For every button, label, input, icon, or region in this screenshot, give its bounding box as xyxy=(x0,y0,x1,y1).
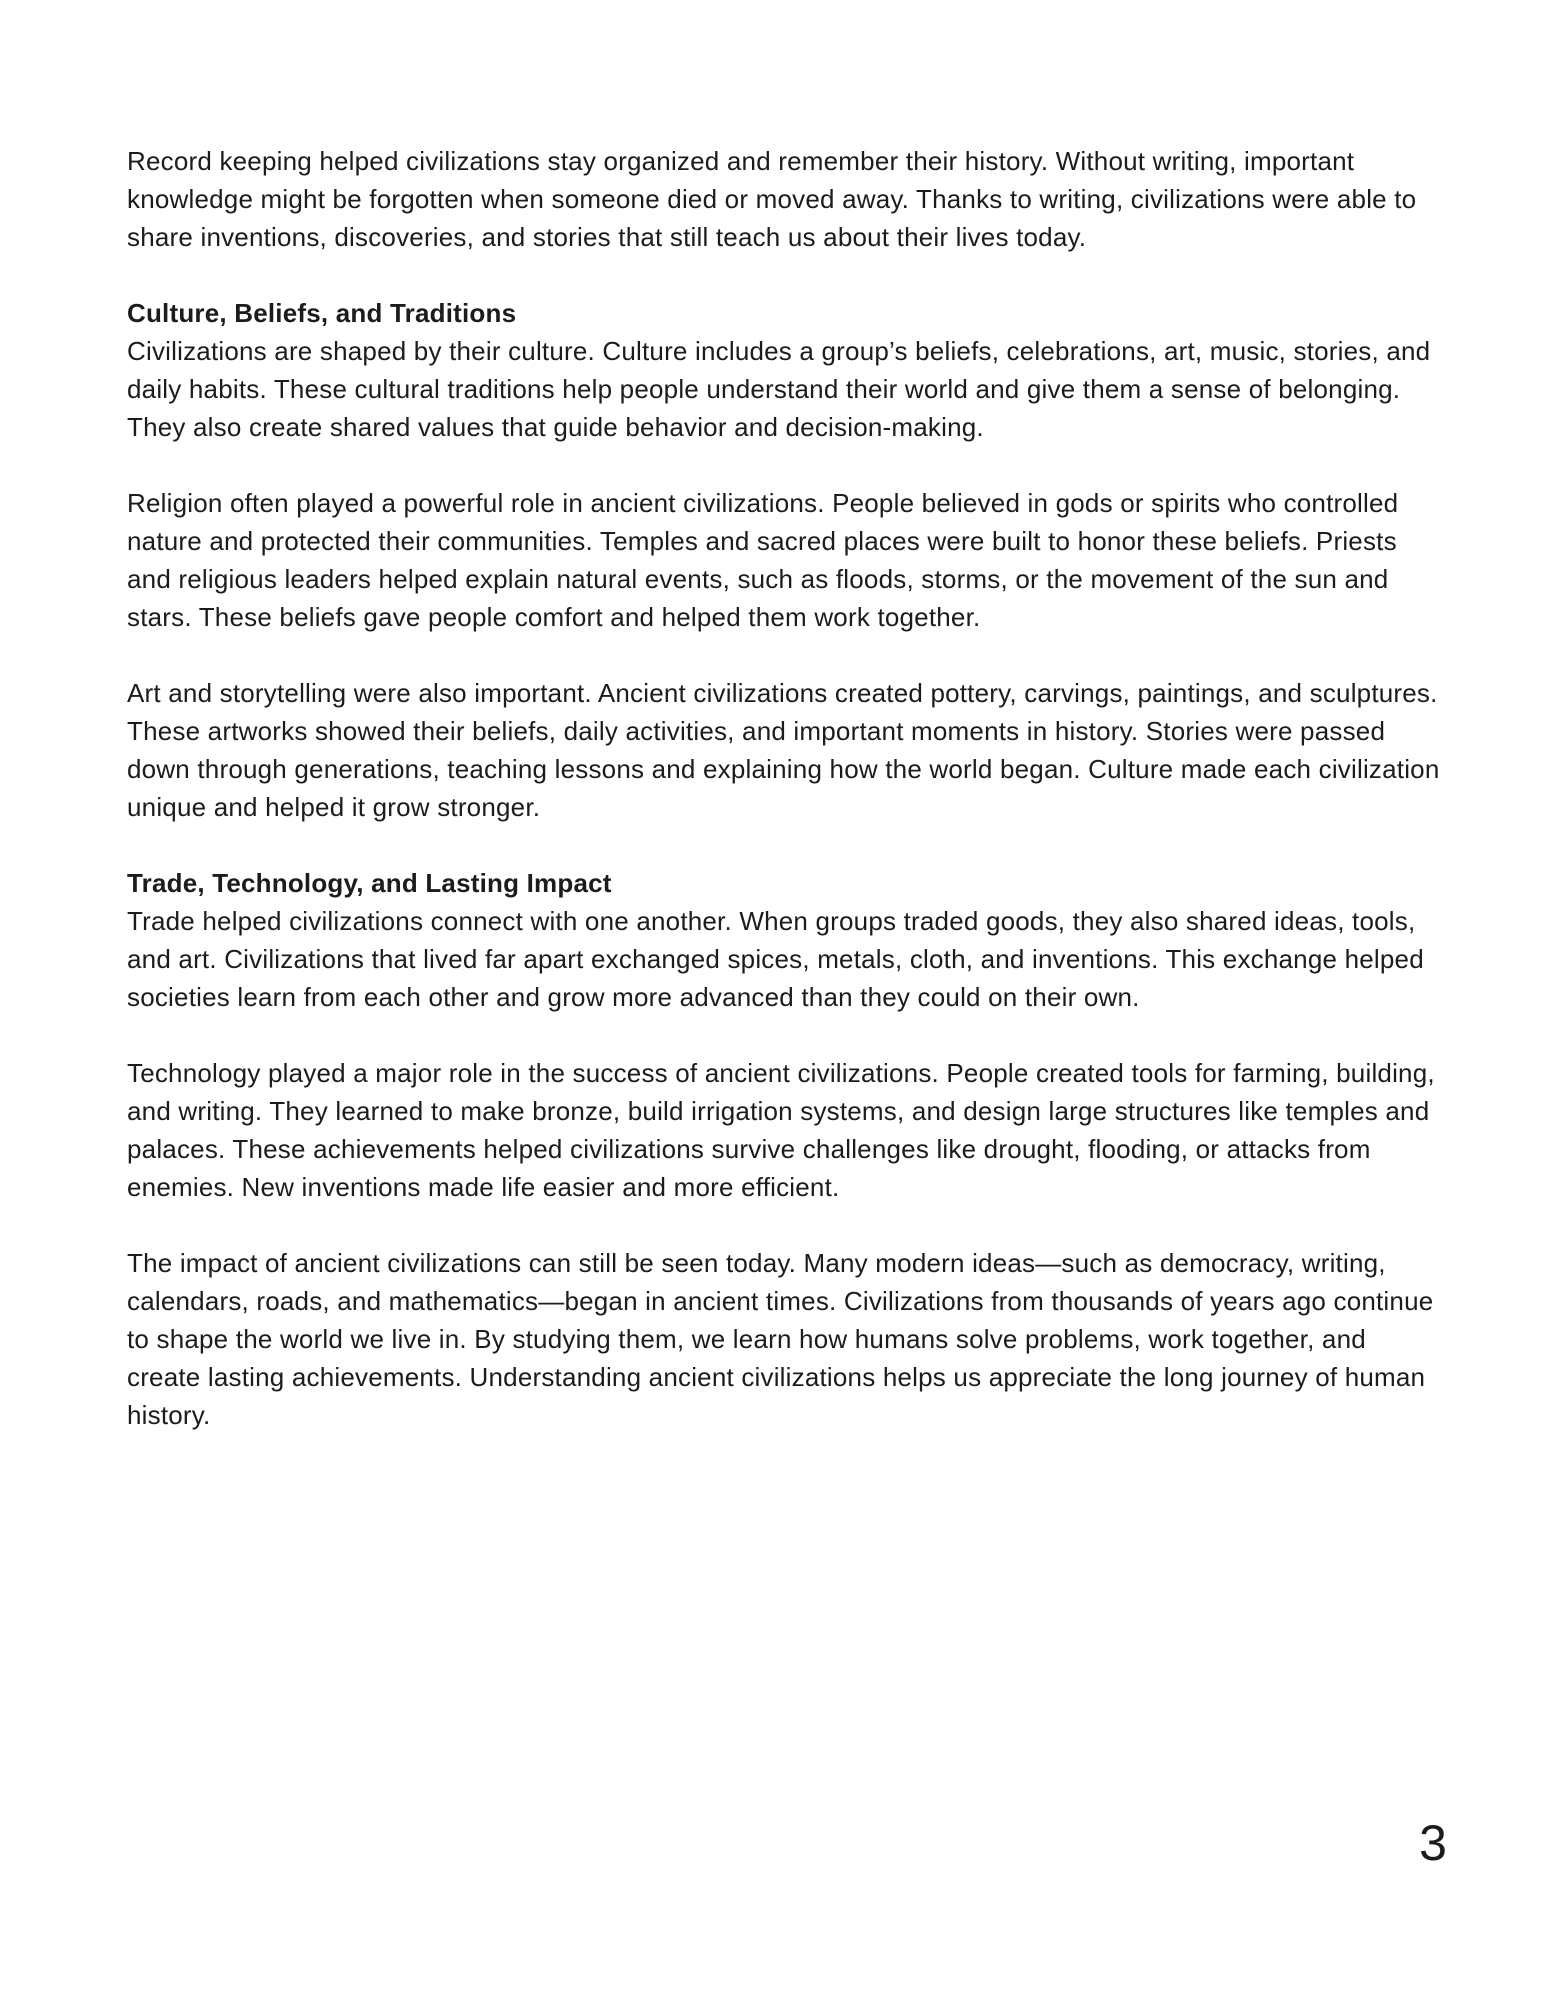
section-heading-trade-technology-impact: Trade, Technology, and Lasting Impact xyxy=(127,868,612,898)
page-number: 3 xyxy=(1419,1815,1447,1871)
paragraph-art-storytelling: Art and storytelling were also important. Ancient civilizations created pottery, carvings, paintings, and sculptures. These artworks showed their beliefs, daily activities, and important moments in history. Stories were passed down through generations, teaching lessons and explaining how the world began. Culture made each civilization unique and helped it grow stronger. xyxy=(127,678,1440,822)
paragraph-culture: Civilizations are shaped by their culture. Culture includes a group’s beliefs, celebrations, art, music, stories, and daily habits. These cultural traditions help people understand their world and give them a sense of belonging. They also create shared values that guide behavior and decision-making. xyxy=(127,336,1431,442)
paragraph-record-keeping: Record keeping helped civilizations stay organized and remember their history. Without writing, important knowledge might be forgotten when someone died or moved away. Thanks to writing, civilizations were able to share inventions, discoveries, and stories that still teach us about their lives today. xyxy=(127,146,1417,252)
paragraph-lasting-impact: The impact of ancient civilizations can still be seen today. Many modern ideas—such as democracy, writing, calendars, roads, and mathematics—began in ancient times. Civilizations from thousands of years ago continue to shape the world we live in. By studying them, we learn how humans solve problems, work together, and create lasting achievements. Understanding ancient civilizations helps us appreciate the long journey of human history. xyxy=(127,1248,1434,1430)
paragraph-religion: Religion often played a powerful role in ancient civilizations. People believed in gods or spirits who controlled nature and protected their communities. Temples and sacred places were built to honor these beliefs. Priests and religious leaders helped explain natural events, such as floods, storms, or the movement of the sun and stars. These beliefs gave people comfort and helped them work together. xyxy=(127,488,1399,632)
paragraph-trade: Trade helped civilizations connect with one another. When groups traded goods, they also shared ideas, tools, and art. Civilizations that lived far apart exchanged spices, metals, cloth, and inventions. This exchange helped societies learn from each other and grow more advanced than they could on their own. xyxy=(127,906,1424,1012)
section-heading-culture-beliefs-traditions: Culture, Beliefs, and Traditions xyxy=(127,298,517,328)
paragraph-technology: Technology played a major role in the success of ancient civilizations. People created tools for farming, building, and writing. They learned to make bronze, build irrigation systems, and design large structures like temples and palaces. These achievements helped civilizations survive challenges like drought, flooding, or attacks from enemies. New inventions made life easier and more efficient. xyxy=(127,1058,1435,1202)
document-body xyxy=(127,142,1443,1472)
